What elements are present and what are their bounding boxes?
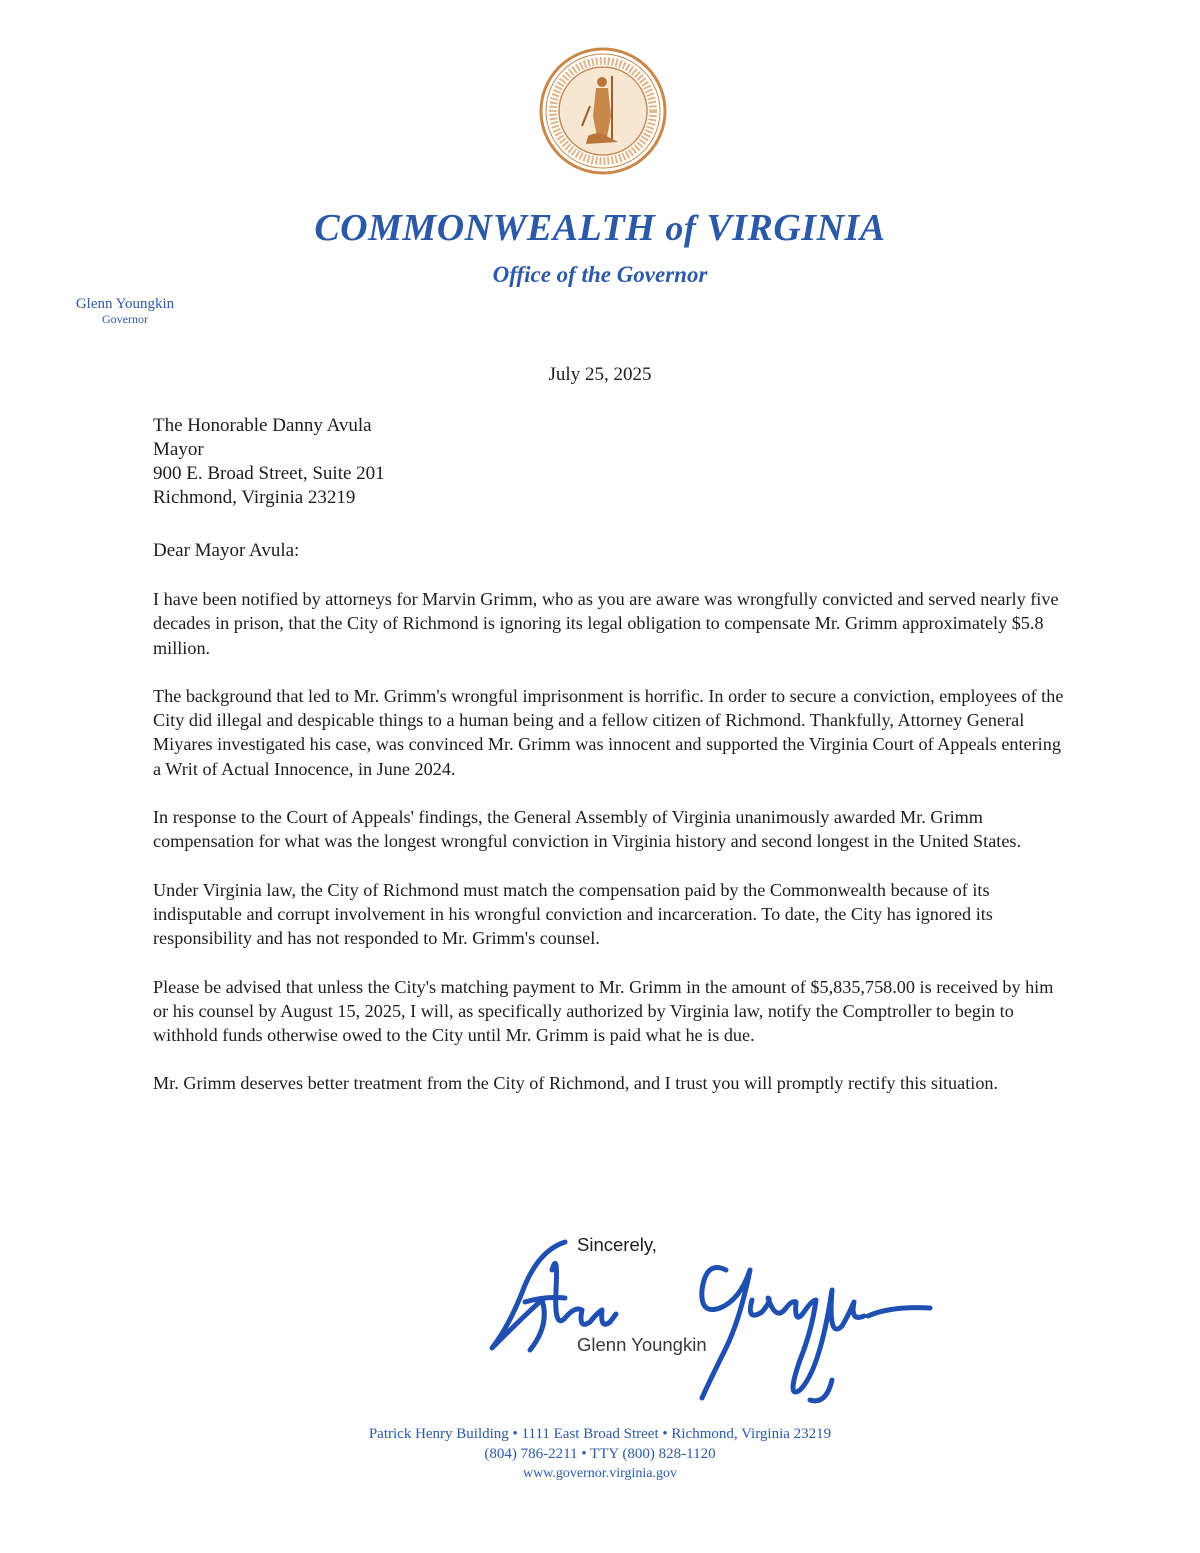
- body-paragraph: Please be advised that unless the City's matching payment to Mr. Grimm in the amount of $5,835,758.00 is received by him or his counsel by August 15, 2025, I will, as specifically authorized by Virginia law, notify the Comptroller to begin to withhold funds otherwise owed to the City until Mr. Grimm is paid what he is due.: [153, 976, 1054, 1046]
- footer-website-link[interactable]: www.governor.virginia.gov: [523, 1466, 677, 1481]
- letterhead-subtitle: Office of the Governor: [492, 262, 708, 287]
- letterhead-footer: [0, 1424, 1200, 1484]
- letterhead-title-part2: VIRGINIA: [696, 207, 886, 249]
- body-paragraph: The background that led to Mr. Grimm's wrongful imprisonment is horrific. In order to secure a conviction, employees of the City did illegal and despicable things to a human being and a fellow citizen of Richmond. Thankfully, Attorney General Miyares investigated his case, was convinced Mr. Grimm was innocent and supported the Virginia Court of Appeals entering a Writ of Actual Innocence, in June 2024.: [153, 685, 1064, 779]
- letter-body: [153, 587, 1073, 1120]
- recipient-line-3: 900 E. Broad Street, Suite 201: [153, 463, 385, 484]
- virginia-state-seal-icon: [538, 46, 668, 176]
- recipient-address: [153, 414, 385, 510]
- footer-phone: (804) 786-2211 • TTY (800) 828-1120: [484, 1446, 716, 1462]
- handwritten-signature: [470, 1230, 940, 1420]
- signer-name: Glenn Youngkin: [577, 1334, 707, 1355]
- letterhead-title-of: of: [665, 208, 697, 248]
- recipient-line-2: Mayor: [153, 439, 204, 460]
- letterhead-title: [0, 206, 1200, 250]
- footer-address: Patrick Henry Building • 1111 East Broad Street • Richmond, Virginia 23219: [368, 1426, 832, 1442]
- governor-title: Governor: [102, 312, 148, 327]
- closing: Sincerely,: [577, 1234, 657, 1255]
- letter-date: July 25, 2025: [548, 364, 652, 385]
- governor-name: Glenn Youngkin: [75, 296, 175, 312]
- body-paragraph: Mr. Grimm deserves better treatment from the City of Richmond, and I trust you will promptly rectify this situation.: [153, 1073, 999, 1094]
- recipient-line-4: Richmond, Virginia 23219: [153, 487, 356, 508]
- letterhead-title-part1: COMMONWEALTH: [314, 207, 666, 249]
- governor-block: [40, 296, 210, 327]
- salutation: Dear Mayor Avula:: [153, 540, 300, 561]
- body-paragraph: I have been notified by attorneys for Marvin Grimm, who as you are aware was wrongfully convicted and served nearly five decades in prison, that the City of Richmond is ignoring its legal obligation to compensate Mr. Grimm approximately $5.8 million.: [153, 589, 1059, 658]
- body-paragraph: Under Virginia law, the City of Richmond must match the compensation paid by the Commonwealth because of its indisputable and corrupt involvement in his wrongful conviction and incarceration. To date, the City has ignored its responsibility and has not responded to Mr. Grimm's counsel.: [153, 879, 993, 949]
- body-paragraph: In response to the Court of Appeals' findings, the General Assembly of Virginia unanimously awarded Mr. Grimm compensation for what was the longest wrongful conviction in Virginia history and second longest in the United States.: [153, 807, 1022, 852]
- recipient-line-1: The Honorable Danny Avula: [153, 415, 372, 436]
